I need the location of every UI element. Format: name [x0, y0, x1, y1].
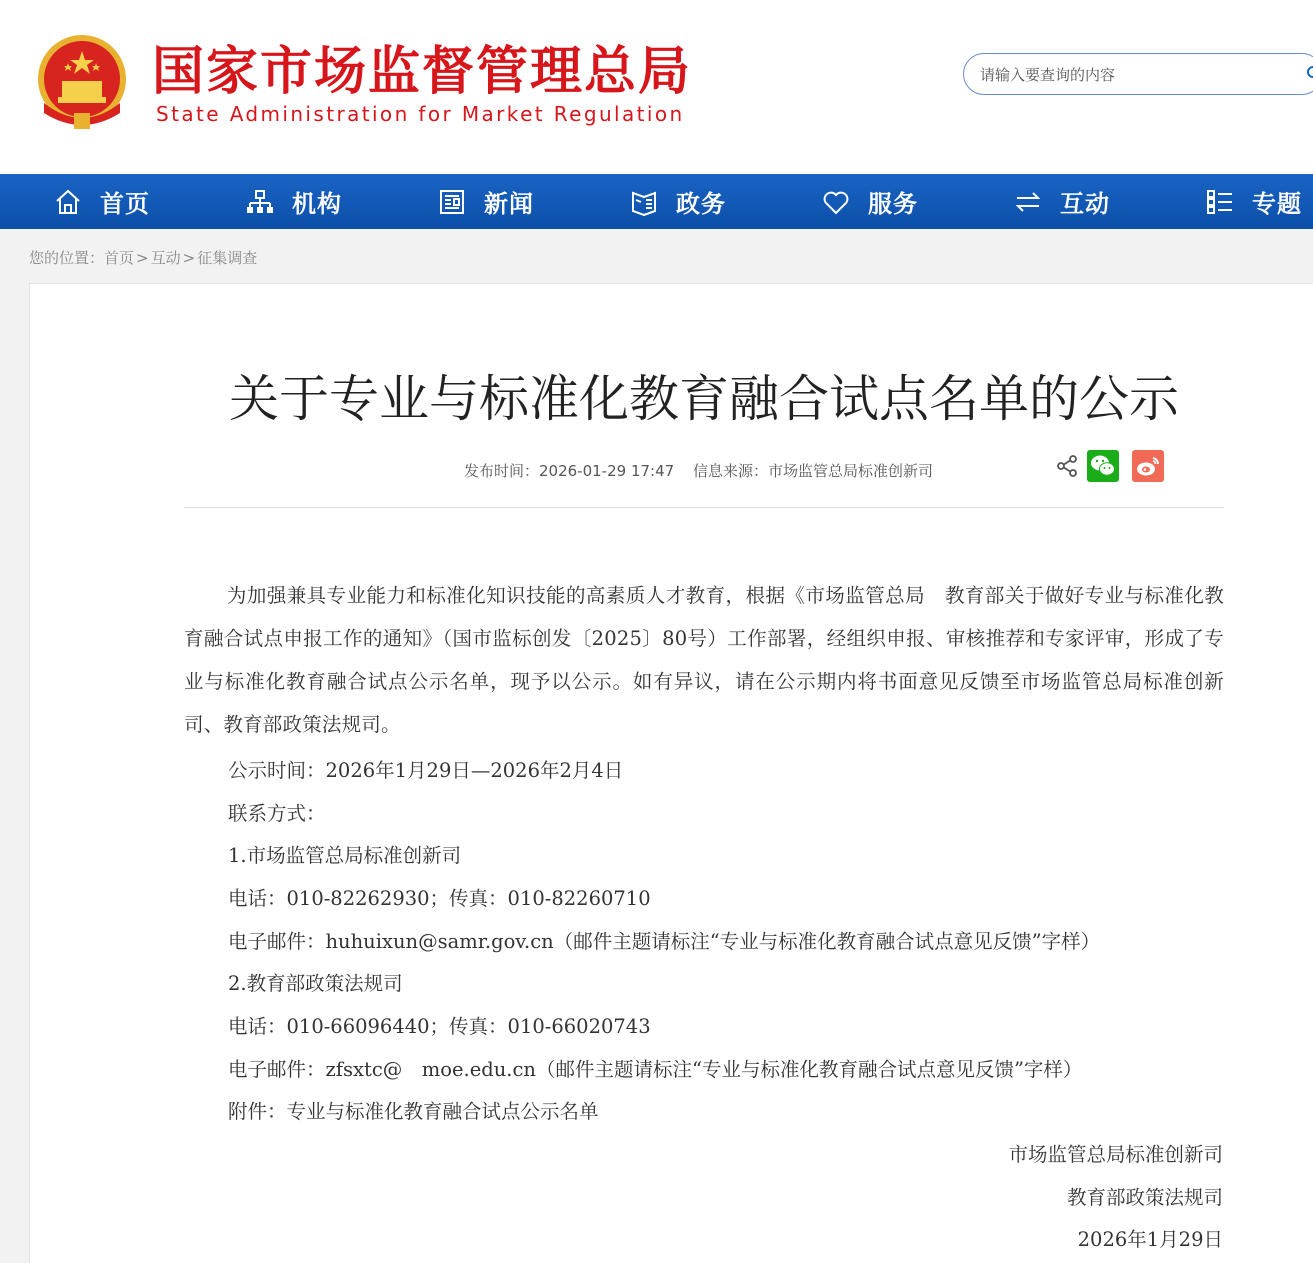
weibo-share-button[interactable]	[1132, 450, 1164, 482]
nav-label: 新闻	[484, 190, 534, 218]
search-box	[963, 53, 1313, 95]
breadcrumb-separator: >	[182, 249, 196, 267]
wechat-share-button[interactable]	[1087, 450, 1119, 482]
contact-samr-heading: 1.市场监管总局标准创新司	[228, 844, 462, 867]
publicity-period: 公示时间：2026年1月29日—2026年2月4日	[228, 759, 624, 782]
publish-time: 发布时间：2026-01-29 17:47	[464, 462, 675, 480]
heart-icon	[822, 188, 850, 216]
news-icon	[438, 188, 466, 216]
article-title: 关于专业与标准化教育融合试点名单的公示	[229, 370, 1179, 428]
nav-item-news[interactable]	[438, 174, 534, 229]
nav-label: 首页	[100, 190, 150, 218]
site-logo-english[interactable]: State Administration for Market Regulation	[156, 102, 685, 126]
site-logo-chinese[interactable]: 国家市场监督管理总局	[152, 42, 693, 102]
breadcrumb-link-survey[interactable]: 征集调查	[197, 249, 258, 267]
national-emblem-icon[interactable]	[34, 33, 130, 133]
search-icon[interactable]	[1306, 65, 1313, 81]
nav-label: 政务	[676, 190, 726, 218]
contact-moe-email: 电子邮件：zfsxtc@ moe.edu.cn（邮件主题请标注“专业与标准化教育融合试点意见反馈”字样）	[228, 1058, 1083, 1081]
breadcrumb-separator: >	[136, 249, 149, 267]
breadcrumb-prefix: 您的位置：	[29, 249, 105, 267]
breadcrumb-link-interaction[interactable]: 互动	[150, 249, 181, 267]
home-icon	[54, 188, 82, 216]
nav-label: 服务	[868, 190, 918, 218]
nav-label: 机构	[292, 190, 342, 218]
exchange-arrows-icon	[1014, 188, 1042, 216]
org-chart-icon	[246, 188, 274, 216]
contact-samr-email: 电子邮件：huhuixun@samr.gov.cn（邮件主题请标注“专业与标准化教育融合试点意见反馈”字样）	[228, 930, 1101, 953]
breadcrumb-link-home[interactable]: 首页	[104, 249, 135, 267]
share-icon[interactable]	[1056, 455, 1078, 477]
contact-moe-phone: 电话：010-66096440；传真：010-66020743	[228, 1015, 651, 1038]
contact-moe-heading: 2.教育部政策法规司	[228, 972, 403, 995]
article-meta	[464, 460, 933, 481]
wechat-icon	[1087, 450, 1119, 482]
breadcrumb	[29, 247, 257, 268]
signature-moe: 教育部政策法规司	[1066, 1186, 1223, 1209]
site-header	[0, 0, 1313, 174]
book-icon	[630, 188, 658, 216]
signature-samr: 市场监管总局标准创新司	[1008, 1143, 1223, 1166]
search-input[interactable]	[978, 62, 1302, 88]
list-icon	[1206, 188, 1234, 216]
weibo-icon	[1132, 450, 1164, 482]
nav-item-topics[interactable]	[1206, 174, 1302, 229]
main-nav	[0, 174, 1313, 229]
title-divider	[184, 507, 1224, 508]
contact-samr-phone: 电话：010-82262930；传真：010-82260710	[228, 887, 651, 910]
article-body	[184, 574, 1224, 746]
attachment-link[interactable]: 附件：专业与标准化教育融合试点公示名单	[228, 1100, 599, 1123]
article-paragraph: 为加强兼具专业能力和标准化知识技能的高素质人才教育，根据《市场监管总局 教育部关于做好专业与标准化教育融合试点申报工作的通知》（国市监标创发〔2025〕80号）工作部署，经组织申报、审核推荐和专家评审，形成了专业与标准化教育融合试点公示名单，现予以公示。如有异议，请在公示期内将书面意见反馈至市场监管总局标准创新司、教育部政策法规司。	[184, 584, 1224, 736]
nav-label: 专题	[1252, 190, 1302, 218]
nav-label: 互动	[1060, 190, 1110, 218]
nav-item-home[interactable]	[54, 174, 150, 229]
nav-item-interaction[interactable]	[1014, 174, 1110, 229]
signature-date: 2026年1月29日	[1077, 1228, 1223, 1251]
nav-item-government-affairs[interactable]	[630, 174, 726, 229]
nav-item-services[interactable]	[822, 174, 918, 229]
info-source: 信息来源：市场监管总局标准创新司	[692, 462, 933, 480]
nav-item-organization[interactable]	[246, 174, 342, 229]
contact-heading: 联系方式：	[228, 802, 326, 825]
